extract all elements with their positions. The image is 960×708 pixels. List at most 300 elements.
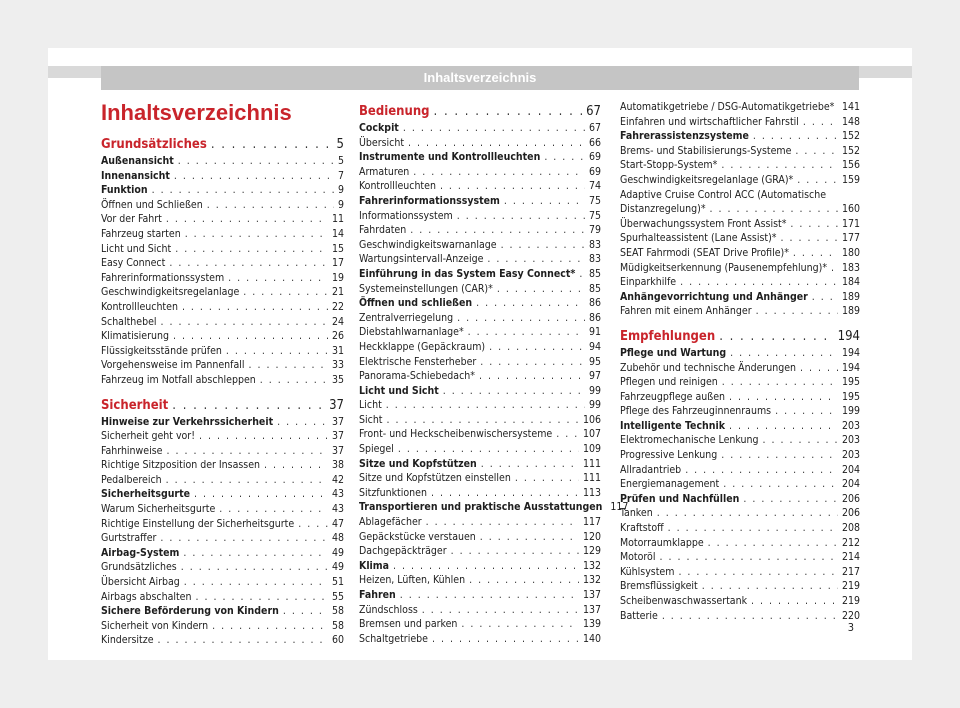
dot-leader: [468, 325, 585, 340]
toc-entry-label: Geschwindigkeitsregelanlage: [101, 286, 240, 299]
dot-leader: [457, 311, 585, 326]
toc-entry-label: Kindersitze: [101, 634, 154, 647]
toc-entry[interactable]: [359, 471, 601, 486]
toc-entry-page: 22: [331, 300, 344, 313]
toc-entry-label: Prüfen und Nachfüllen: [620, 492, 740, 505]
toc-entry[interactable]: [359, 267, 601, 282]
dot-leader: [434, 102, 583, 121]
toc-entry[interactable]: [101, 575, 344, 590]
toc-entry-label: Sitze und Kopfstützen einstellen: [359, 472, 511, 485]
dot-leader: [831, 261, 838, 276]
toc-entry-label: Sicherheit von Kindern: [101, 619, 209, 632]
dot-leader: [398, 442, 579, 457]
toc-entry-label: Fahrhinweise: [101, 444, 163, 457]
toc-entry-page: 42: [331, 473, 344, 486]
toc-entry[interactable]: [620, 129, 860, 144]
toc-entry-page: 141: [841, 101, 860, 113]
toc-entry[interactable]: [359, 544, 601, 559]
dot-leader: [556, 427, 579, 442]
toc-entry[interactable]: [101, 487, 344, 502]
toc-entry-label: Fahrerinformationssystem: [359, 194, 500, 207]
toc-entry[interactable]: [359, 179, 601, 194]
toc-entry[interactable]: [101, 531, 344, 546]
toc-entry[interactable]: [359, 194, 601, 209]
toc-entry-label: SEAT Fahrmodi (SEAT Drive Profile)*: [620, 246, 789, 259]
dot-leader: [685, 463, 838, 478]
toc-entry[interactable]: [359, 165, 601, 180]
toc-entry[interactable]: [101, 344, 344, 359]
toc-entry-page: 183: [841, 261, 860, 274]
dot-leader: [181, 560, 328, 575]
toc-entry-label: Distanzregelung)*: [620, 203, 706, 216]
toc-entry[interactable]: [359, 617, 601, 632]
toc-entry[interactable]: [620, 448, 860, 463]
dot-leader: [579, 267, 585, 282]
dot-leader: [790, 217, 838, 232]
toc-entry-page: 86: [588, 311, 601, 324]
toc-entry-label: Übersicht: [359, 136, 405, 149]
toc-entry[interactable]: [359, 573, 601, 588]
toc-entry-page: 194: [837, 328, 860, 344]
toc-entry[interactable]: [359, 340, 601, 355]
toc-entry-label: Übersicht Airbag: [101, 576, 180, 589]
toc-entry[interactable]: [359, 530, 601, 545]
dot-leader: [722, 375, 838, 390]
toc-entry-label: Öffnen und Schließen: [101, 198, 203, 211]
toc-entry[interactable]: [101, 502, 344, 517]
toc-entry-page: 120: [582, 530, 601, 543]
toc-entry-page: 111: [582, 457, 601, 470]
toc-entry-page: 111: [582, 472, 601, 485]
toc-entry-page: 219: [841, 580, 860, 593]
toc-entry-page: 219: [841, 595, 860, 607]
toc-entry-label: Einführung in das System Easy Connect*: [359, 267, 576, 280]
toc-entry[interactable]: [359, 515, 601, 530]
toc-entry-page: 5: [336, 137, 344, 152]
toc-section-heading[interactable]: [101, 396, 344, 415]
dot-leader: [795, 144, 838, 159]
toc-entry[interactable]: [359, 427, 601, 442]
dot-leader: [226, 344, 328, 359]
toc-entry[interactable]: [620, 361, 860, 376]
toc-entry[interactable]: [620, 100, 860, 115]
toc-entry-page: 171: [841, 217, 860, 230]
dot-leader: [166, 473, 328, 488]
toc-entry-label: Dachgepäckträger: [359, 545, 447, 558]
dot-leader: [469, 573, 579, 588]
toc-entry-page: 204: [841, 463, 860, 476]
toc-entry-label: Front- und Heckscheibenwischersysteme: [359, 428, 553, 441]
toc-entry[interactable]: [620, 565, 860, 580]
dot-leader: [497, 282, 585, 297]
toc-entry-label: Bremsflüssigkeit: [620, 580, 698, 593]
dot-leader: [657, 506, 838, 521]
toc-entry[interactable]: [359, 121, 601, 136]
toc-entry-page: 43: [331, 488, 344, 501]
toc-entry-page: 55: [331, 590, 344, 603]
toc-entry[interactable]: [620, 390, 860, 405]
toc-entry[interactable]: [101, 198, 344, 213]
toc-entry[interactable]: [359, 355, 601, 370]
toc-entry-page: 140: [582, 632, 601, 645]
toc-entry[interactable]: [620, 463, 860, 478]
toc-entry[interactable]: [101, 560, 344, 575]
toc-entry[interactable]: [101, 183, 344, 198]
dot-leader: [719, 327, 833, 346]
dot-leader: [173, 329, 328, 344]
dot-leader: [710, 202, 838, 217]
toc-entry-page: 37: [331, 415, 344, 428]
toc-entry[interactable]: [101, 256, 344, 271]
dot-leader: [264, 458, 328, 473]
dot-leader: [194, 487, 328, 502]
toc-entry-label: Automatikgetriebe / DSG-Automatikgetriebe*: [620, 101, 835, 113]
toc-entry-page: 66: [588, 136, 601, 149]
dot-leader: [243, 285, 328, 300]
toc-entry[interactable]: [620, 375, 860, 390]
toc-entry[interactable]: [620, 346, 860, 361]
dot-leader: [480, 355, 585, 370]
dot-leader: [283, 604, 328, 619]
toc-entry[interactable]: [101, 169, 344, 184]
toc-entry-label: Transportieren und praktische Ausstattungen: [359, 501, 603, 514]
dot-leader: [780, 231, 837, 246]
dot-leader: [797, 173, 838, 188]
dot-leader: [723, 477, 838, 492]
toc-entry[interactable]: [101, 604, 344, 619]
toc-entry-label: Spurhalteassistent (Lane Assist)*: [620, 232, 777, 245]
toc-section-heading[interactable]: [101, 135, 344, 154]
toc-entry-label: Flüssigkeitsstände prüfen: [101, 344, 222, 357]
toc-entry-label: Grundsätzliches: [101, 137, 207, 152]
toc-entry-label: Sicherheitsgurte: [101, 488, 191, 501]
toc-entry[interactable]: [620, 231, 860, 246]
dot-leader: [708, 536, 838, 551]
dot-leader: [753, 129, 838, 144]
dot-leader: [277, 415, 328, 430]
toc-entry[interactable]: [620, 536, 860, 551]
toc-entry-label: Klimatisierung: [101, 330, 169, 343]
toc-entry[interactable]: [101, 590, 344, 605]
toc-entry[interactable]: [359, 457, 601, 472]
dot-leader: [515, 471, 579, 486]
toc-entry[interactable]: [620, 275, 860, 290]
dot-leader: [158, 633, 328, 648]
toc-entry[interactable]: [359, 559, 601, 574]
dot-leader: [501, 238, 585, 253]
toc-entry-page: 33: [331, 359, 344, 372]
toc-entry[interactable]: [359, 223, 601, 238]
toc-entry[interactable]: [620, 202, 860, 217]
toc-entry-label: Heizen, Lüften, Kühlen: [359, 574, 466, 587]
toc-entry[interactable]: [101, 415, 344, 430]
toc-entry-label: Wartungsintervall-Anzeige: [359, 253, 484, 266]
toc-entry-page: 83: [588, 253, 601, 266]
toc-entry-label: Fahrzeug starten: [101, 227, 181, 240]
toc-entry[interactable]: [101, 285, 344, 300]
dot-leader: [195, 590, 327, 605]
dot-leader: [451, 544, 579, 559]
dot-leader: [793, 246, 838, 261]
toc-entry-page: 206: [841, 507, 860, 520]
toc-entry[interactable]: [359, 413, 601, 428]
dot-leader: [721, 158, 838, 173]
toc-entry[interactable]: [620, 579, 860, 594]
toc-entry[interactable]: [359, 238, 601, 253]
dot-leader: [479, 369, 585, 384]
toc-entry[interactable]: [620, 609, 860, 624]
toc-entry-label: Easy Connect: [101, 257, 166, 270]
dot-leader: [212, 619, 328, 634]
toc-entry-label: Richtige Einstellung der Sicherheitsgurte: [101, 517, 295, 530]
toc-entry-page: 203: [841, 419, 860, 432]
toc-entry-label: Warum Sicherheitsgurte: [101, 503, 216, 516]
toc-entry-label: Geschwindigkeitswarnanlage: [359, 238, 497, 251]
toc-entry-label: Kühlsystem: [620, 565, 675, 578]
toc-entry[interactable]: [359, 384, 601, 399]
toc-entry[interactable]: [620, 594, 860, 609]
toc-entry[interactable]: [101, 212, 344, 227]
toc-entry[interactable]: [359, 398, 601, 413]
dot-leader: [751, 594, 838, 609]
dot-leader: [408, 136, 585, 151]
dot-leader: [487, 252, 585, 267]
dot-leader: [803, 115, 838, 130]
toc-entry-label: Müdigkeitserkennung (Pausenempfehlung)*: [620, 261, 828, 274]
dot-leader: [386, 398, 585, 413]
toc-entry[interactable]: [359, 136, 601, 151]
toc-entry[interactable]: [620, 144, 860, 159]
toc-entry-label: Fahrerinformationssystem: [101, 271, 225, 284]
toc-entry-label: Öffnen und schließen: [359, 297, 473, 310]
toc-entry-label: Spiegel: [359, 443, 394, 456]
toc-entry-label: Ablagefächer: [359, 516, 422, 529]
toc-entry-page: 148: [841, 115, 860, 128]
toc-entry-label: Vor der Fahrt: [101, 213, 162, 226]
toc-entry-page: 17: [331, 257, 344, 270]
toc-entry-label: Batterie: [620, 609, 658, 622]
toc-entry-page: 99: [588, 384, 601, 397]
toc-entry[interactable]: [620, 404, 860, 419]
toc-entry[interactable]: [620, 188, 860, 203]
toc-entry-label: Fahrzeugpflege außen: [620, 390, 725, 403]
toc-entry-page: 132: [582, 559, 601, 572]
toc-entry-page: 37: [331, 444, 344, 457]
toc-entry[interactable]: [620, 433, 860, 448]
toc-entry[interactable]: [101, 444, 344, 459]
toc-entry-page: 9: [337, 198, 344, 211]
toc-entry-page: 51: [331, 576, 344, 589]
toc-entry[interactable]: [620, 217, 860, 232]
toc-entry-page: 48: [331, 532, 344, 545]
toc-entry[interactable]: [359, 500, 629, 515]
toc-entry[interactable]: [359, 486, 601, 501]
toc-entry-label: Bremsen und parken: [359, 618, 458, 631]
toc-entry[interactable]: [101, 473, 344, 488]
dot-leader: [680, 275, 838, 290]
toc-entry-label: Licht: [359, 399, 382, 412]
toc-entry-page: 184: [841, 276, 860, 289]
dot-leader: [544, 150, 585, 165]
toc-entry-label: Pedalbereich: [101, 473, 162, 486]
toc-entry-page: 217: [841, 565, 860, 578]
toc-entry[interactable]: [359, 632, 601, 647]
toc-entry-label: Fahren: [359, 589, 396, 601]
toc-entry[interactable]: [359, 442, 601, 457]
dot-leader: [185, 227, 328, 242]
toc-entry[interactable]: [359, 296, 601, 311]
toc-entry[interactable]: [359, 369, 601, 384]
toc-entry-page: 129: [582, 545, 601, 558]
toc-entry[interactable]: [359, 150, 601, 165]
toc-entry[interactable]: [101, 358, 344, 373]
toc-entry-page: 194: [841, 346, 860, 359]
toc-entry-label: Scheibenwaschwassertank: [620, 595, 748, 607]
toc-entry-page: 195: [841, 376, 860, 389]
dot-leader: [249, 358, 328, 373]
toc-entry[interactable]: [101, 517, 344, 532]
toc-entry[interactable]: [620, 419, 860, 434]
page-title: Inhaltsverzeichnis: [101, 100, 292, 125]
toc-entry-label: Pflege und Wartung: [620, 346, 727, 359]
toc-entry-page: 117: [610, 501, 629, 514]
toc-entry-page: 132: [582, 574, 601, 587]
toc-entry[interactable]: [620, 550, 860, 565]
toc-entry[interactable]: [620, 506, 860, 521]
dot-leader: [211, 135, 333, 154]
toc-entry[interactable]: [101, 373, 344, 388]
dot-leader: [476, 296, 585, 311]
toc-entry-page: 26: [331, 330, 344, 343]
toc-entry-label: Fahrdaten: [359, 224, 407, 237]
toc-entry[interactable]: [101, 329, 344, 344]
toc-entry[interactable]: [101, 429, 344, 444]
toc-entry-label: Vorgehensweise im Pannenfall: [101, 359, 245, 372]
toc-entry-label: Brems- und Stabilisierungs-Systeme: [620, 144, 792, 157]
toc-entry-page: 67: [586, 104, 601, 119]
toc-entry[interactable]: [359, 252, 601, 267]
toc-entry[interactable]: [359, 603, 601, 618]
toc-entry-page: 99: [588, 399, 601, 412]
dot-leader: [393, 559, 579, 574]
toc-entry-page: 11: [331, 213, 344, 226]
toc-entry[interactable]: [620, 521, 860, 536]
toc-entry-label: Schalthebel: [101, 315, 157, 328]
toc-entry-page: 109: [582, 443, 601, 456]
toc-entry-label: Cockpit: [359, 122, 399, 134]
dot-leader: [422, 603, 579, 618]
toc-entry-page: 5: [337, 155, 344, 167]
toc-entry-page: 37: [331, 430, 344, 443]
toc-entry-label: Allradantrieb: [620, 463, 682, 476]
dot-leader: [432, 632, 579, 647]
dot-leader: [182, 300, 328, 315]
toc-entry-page: 69: [588, 151, 601, 164]
dot-leader: [489, 340, 585, 355]
toc-entry-label: Funktion: [101, 184, 148, 197]
toc-entry-label: Zündschloss: [359, 603, 418, 616]
toc-section-heading[interactable]: [620, 327, 860, 346]
dot-leader: [410, 223, 585, 238]
toc-entry[interactable]: [101, 271, 344, 286]
dot-leader: [387, 413, 579, 428]
toc-entry[interactable]: [101, 227, 344, 242]
toc-entry-page: 139: [582, 618, 601, 631]
dot-leader: [800, 361, 838, 376]
toc-entry-label: Sichere Beförderung von Kindern: [101, 605, 279, 618]
toc-entry-label: Tanken: [620, 507, 653, 520]
toc-entry[interactable]: [620, 173, 860, 188]
toc-entry[interactable]: [620, 477, 860, 492]
dot-leader: [775, 404, 838, 419]
toc-entry[interactable]: [359, 325, 601, 340]
toc-entry-page: 7: [337, 169, 344, 182]
dot-leader: [431, 486, 579, 501]
toc-entry[interactable]: [620, 158, 860, 173]
dot-leader: [175, 242, 328, 257]
toc-entry[interactable]: [101, 619, 344, 634]
toc-entry-label: Licht und Sicht: [101, 242, 172, 255]
toc-column-2: [359, 100, 629, 646]
toc-entry-page: 69: [588, 165, 601, 178]
toc-entry-label: Panorama-Schiebedach*: [359, 370, 475, 383]
toc-entry-page: 91: [588, 326, 601, 339]
toc-entry[interactable]: [620, 261, 860, 276]
toc-entry[interactable]: [620, 246, 860, 261]
dot-leader: [298, 517, 328, 532]
toc-entry[interactable]: [101, 458, 344, 473]
toc-entry-page: 199: [841, 405, 860, 418]
toc-entry[interactable]: [620, 492, 860, 507]
toc-entry[interactable]: [101, 546, 344, 561]
toc-entry-label: Klima: [359, 559, 390, 572]
running-header: Inhaltsverzeichnis: [101, 66, 859, 90]
toc-entry[interactable]: [620, 304, 860, 319]
toc-entry-label: Einfahren und wirtschaftlicher Fahrstil: [620, 115, 799, 128]
toc-section-heading[interactable]: [359, 102, 601, 121]
toc-entry[interactable]: [101, 154, 344, 169]
dot-leader: [743, 492, 838, 507]
toc-entry-page: 49: [331, 561, 344, 574]
toc-entry[interactable]: [620, 290, 860, 305]
toc-entry-page: 177: [841, 232, 860, 245]
toc-entry[interactable]: [620, 115, 860, 130]
toc-entry[interactable]: [101, 633, 344, 648]
dot-leader: [400, 588, 579, 603]
toc-entry[interactable]: [101, 315, 344, 330]
toc-entry[interactable]: [359, 209, 601, 224]
toc-entry[interactable]: [359, 282, 601, 297]
toc-entry[interactable]: [101, 300, 344, 315]
toc-entry[interactable]: [359, 588, 601, 603]
page-number: 3: [847, 621, 854, 634]
toc-entry-page: 58: [331, 619, 344, 632]
toc-entry-page: 180: [841, 246, 860, 259]
dot-leader: [199, 429, 328, 444]
toc-entry-label: Adaptive Cruise Control ACC (Automatische: [620, 188, 827, 201]
toc-entry-label: Sitze und Kopfstützen: [359, 457, 477, 470]
toc-entry-label: Richtige Sitzposition der Insassen: [101, 459, 261, 472]
toc-entry-page: 67: [588, 122, 601, 134]
dot-leader: [207, 198, 334, 213]
toc-entry-page: 31: [331, 344, 344, 357]
toc-entry[interactable]: [359, 311, 601, 326]
toc-entry-page: 160: [841, 203, 860, 216]
toc-entry[interactable]: [101, 242, 344, 257]
toc-entry-page: 14: [331, 227, 344, 240]
toc-entry-page: 113: [582, 486, 601, 499]
toc-entry-page: 189: [841, 290, 860, 303]
